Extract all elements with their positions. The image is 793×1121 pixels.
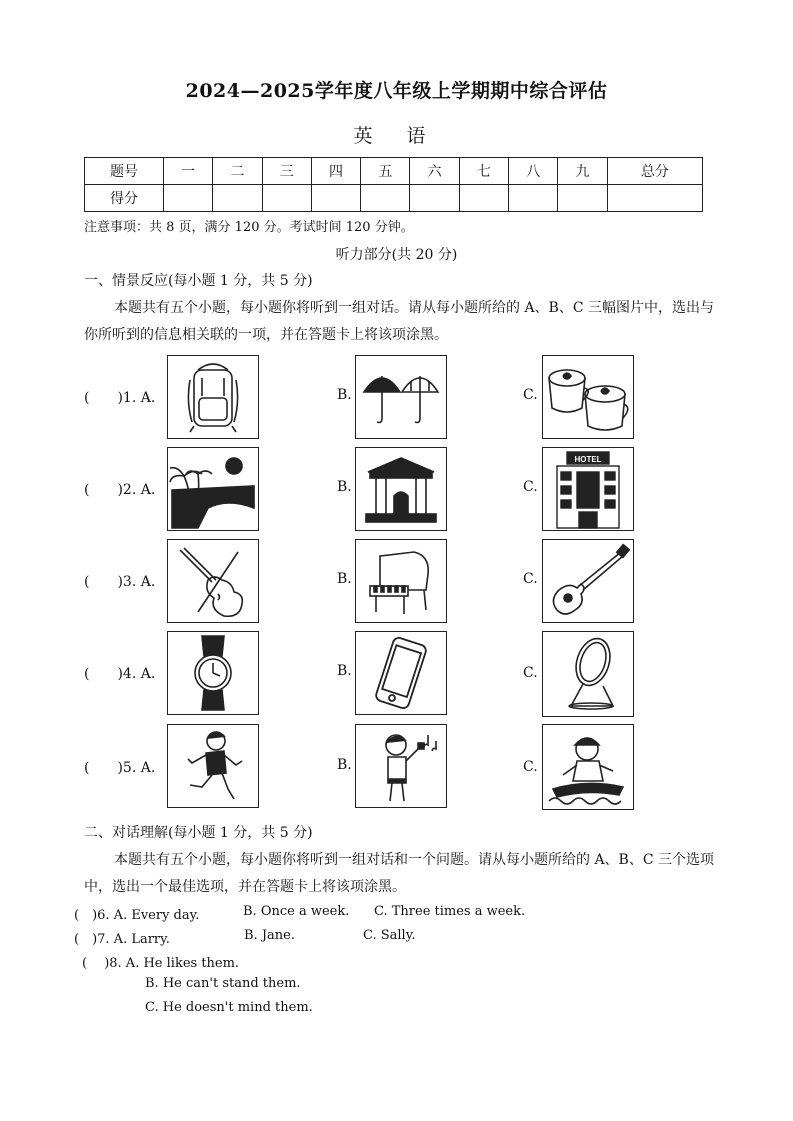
surfing-boy-icon[interactable] — [542, 724, 634, 810]
option-c-label: C. — [523, 571, 538, 587]
score-cell[interactable] — [607, 185, 702, 212]
beach-icon[interactable] — [167, 447, 259, 531]
question-label: ( )5. A. — [84, 760, 156, 776]
section2-instruction: 中，选出一个最佳选项，并在答题卡上将该项涂黑。 — [84, 879, 406, 895]
table-cell: 总分 — [607, 158, 702, 185]
score-cell[interactable] — [410, 185, 459, 212]
question-7-option-c: C. Sally. — [363, 928, 416, 943]
option-b-label: B. — [337, 757, 352, 773]
question-6-option-a: ( )6. A. Every day. — [74, 908, 200, 923]
watch-icon[interactable] — [167, 631, 259, 715]
hotel-icon[interactable] — [542, 447, 634, 531]
question-label: ( )1. A. — [84, 390, 156, 406]
table-cell: 四 — [311, 158, 360, 185]
option-c-label: C. — [523, 387, 538, 403]
score-table-score-row — [85, 185, 703, 212]
table-cell: 八 — [509, 158, 558, 185]
option-b-label: B. — [337, 387, 352, 403]
page-title: 2024—2025学年度八年级上学期期中综合评估 — [185, 80, 608, 102]
table-cell: 五 — [361, 158, 410, 185]
question-8-option-a: ( )8. A. He likes them. — [82, 956, 240, 971]
option-b-label: B. — [337, 663, 352, 679]
table-cell: 九 — [558, 158, 607, 185]
question-6-option-c: C. Three times a week. — [374, 904, 526, 919]
score-cell[interactable] — [311, 185, 360, 212]
score-cell[interactable] — [213, 185, 262, 212]
table-cell: 题号 — [85, 158, 164, 185]
table-cell: 六 — [410, 158, 459, 185]
score-cell[interactable] — [558, 185, 607, 212]
section1-instruction: 本题共有五个小题，每小题你将听到一组对话。请从每小题所给的 A、B、C 三幅图片中，选出与 — [114, 300, 715, 316]
museum-icon[interactable] — [355, 447, 447, 531]
section2-instruction: 本题共有五个小题，每小题你将听到一组对话和一个问题。请从每小题所给的 A、B、C 三个选项 — [114, 852, 715, 868]
umbrellas-icon[interactable] — [355, 355, 447, 439]
question-label: ( )3. A. — [84, 574, 156, 590]
running-boy-icon[interactable] — [167, 724, 259, 808]
phone-icon[interactable] — [355, 631, 447, 715]
option-c-label: C. — [523, 479, 538, 495]
option-b-label: B. — [337, 571, 352, 587]
table-cell: 得分 — [85, 185, 164, 212]
table-cell: 三 — [262, 158, 311, 185]
mirror-icon[interactable] — [542, 631, 634, 717]
score-cell[interactable] — [509, 185, 558, 212]
piano-icon[interactable] — [355, 539, 447, 623]
backpack-icon[interactable] — [167, 355, 259, 439]
singing-boy-icon[interactable] — [355, 724, 447, 808]
score-cell[interactable] — [164, 185, 213, 212]
option-b-label: B. — [337, 479, 352, 495]
question-8-option-c: C. He doesn't mind them. — [145, 1000, 313, 1015]
question-7-option-b: B. Jane. — [244, 928, 295, 943]
question-label: ( )4. A. — [84, 666, 156, 682]
hotel-sign: HOTEL — [574, 455, 602, 464]
section1-instruction: 你所听到的信息相关联的一项，并在答题卡上将该项涂黑。 — [84, 327, 448, 343]
option-c-label: C. — [523, 759, 538, 775]
score-cell[interactable] — [361, 185, 410, 212]
violin-icon[interactable] — [167, 539, 259, 623]
score-cell[interactable] — [262, 185, 311, 212]
coffee-cups-icon[interactable] — [542, 355, 634, 439]
option-c-label: C. — [523, 665, 538, 681]
notice-text: 注意事项：共 8 页，满分 120 分。考试时间 120 分钟。 — [84, 220, 414, 235]
score-table — [84, 157, 703, 212]
subject-title: 英 语 — [353, 125, 440, 147]
question-7-option-a: ( )7. A. Larry. — [74, 932, 170, 947]
question-8-option-b: B. He can't stand them. — [145, 976, 301, 991]
question-label: ( )2. A. — [84, 482, 156, 498]
section2-heading: 二、对话理解(每小题 1 分，共 5 分) — [84, 825, 313, 841]
question-6-option-b: B. Once a week. — [243, 904, 350, 919]
guitar-icon[interactable] — [542, 539, 634, 623]
score-table-header-row — [85, 158, 703, 185]
section1-heading: 一、情景反应(每小题 1 分，共 5 分) — [84, 273, 313, 289]
table-cell: 七 — [459, 158, 508, 185]
score-cell[interactable] — [459, 185, 508, 212]
listening-heading: 听力部分(共 20 分) — [335, 247, 458, 263]
table-cell: 一 — [164, 158, 213, 185]
table-cell: 二 — [213, 158, 262, 185]
